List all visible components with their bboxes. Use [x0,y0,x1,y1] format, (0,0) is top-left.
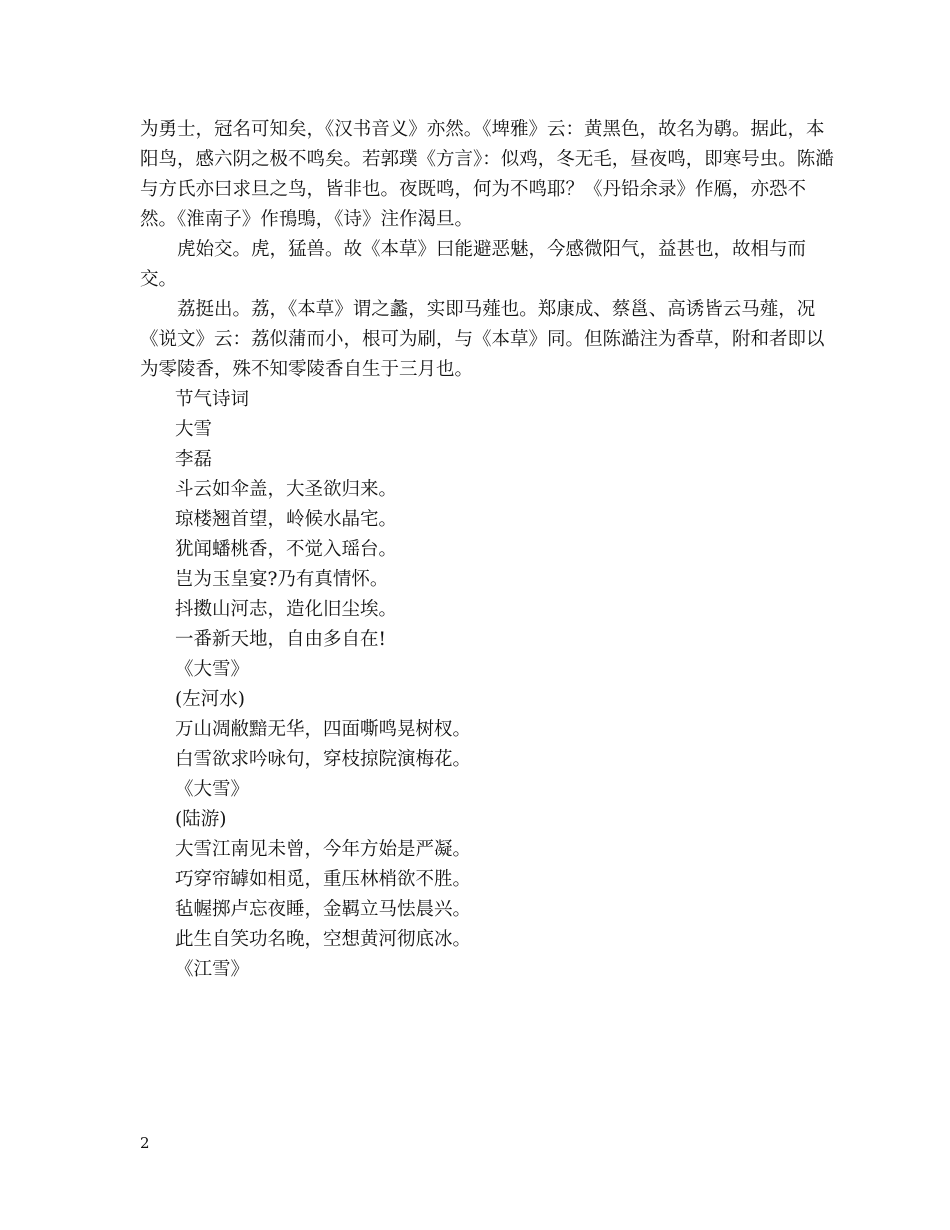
poem-author: (陆游) [175,809,227,830]
poem-line: 琼楼翘首望，岭候水晶宅。 [175,509,398,530]
page-number: 2 [140,1134,150,1152]
paragraph: 荔挺出。荔，《本草》谓之蠡，实即马薤也。郑康成、蔡邕、高诱皆云马薤，况《说文》云：荔似蒲而小，根可为刷，与《本草》同。但陈澔注为香草，附和者即以为零陵香，殊不知零陵香自生于三月也。 [140,299,825,380]
poem-line: 抖擞山河志，造化旧尘埃。 [175,599,398,620]
poem-author: 李磊 [175,449,213,470]
poem-line: 白雪欲求吟咏句，穿枝掠院演梅花。 [175,749,472,770]
poem-line: 一番新天地，自由多自在! [175,629,386,650]
poem-line: 大雪江南见未曾，今年方始是严凝。 [175,839,472,860]
poem-line: 岂为玉皇宴?乃有真情怀。 [175,569,389,590]
paragraph: 为勇士，冠名可知矣，《汉书音义》亦然。《埤雅》云：黄黑色，故名为鹖。据此，本阳鸟，感六阴之极不鸣矣。若郭璞《方言》：似鸡，冬无毛，昼夜鸣，即寒号虫。陈澔与方氏亦曰求旦之鸟，皆非也。夜既鸣，何为不鸣耶？《丹铅余录》作鴈，亦恐不然。《淮南子》作鳱鴠，《诗》注作渴旦。 [140,119,834,230]
poem-author: (左河水) [175,689,245,710]
poem-title: 《江雪》 [175,959,250,980]
poem-line: 此生自笑功名晚，空想黄河彻底冰。 [175,929,472,950]
poem-title: 《大雪》 [175,659,250,680]
poem-title: 《大雪》 [175,779,250,800]
paragraph: 虎始交。虎，猛兽。故《本草》曰能避恶魅，今感微阳气，益甚也，故相与而交。 [140,239,807,290]
poem-line: 犹闻蟠桃香，不觉入瑶台。 [175,539,398,560]
poem-line: 巧穿帘罅如相觅，重压林梢欲不胜。 [175,869,472,890]
poem-line: 毡幄掷卢忘夜睡，金羁立马怯晨兴。 [175,899,472,920]
page-content [140,115,840,985]
poem-line: 斗云如伞盖，大圣欲归来。 [175,479,398,500]
poem-line: 万山凋敝黯无华，四面嘶鸣晃树杈。 [175,719,472,740]
section-heading: 节气诗词 [175,389,250,410]
poem-title: 大雪 [175,419,213,440]
